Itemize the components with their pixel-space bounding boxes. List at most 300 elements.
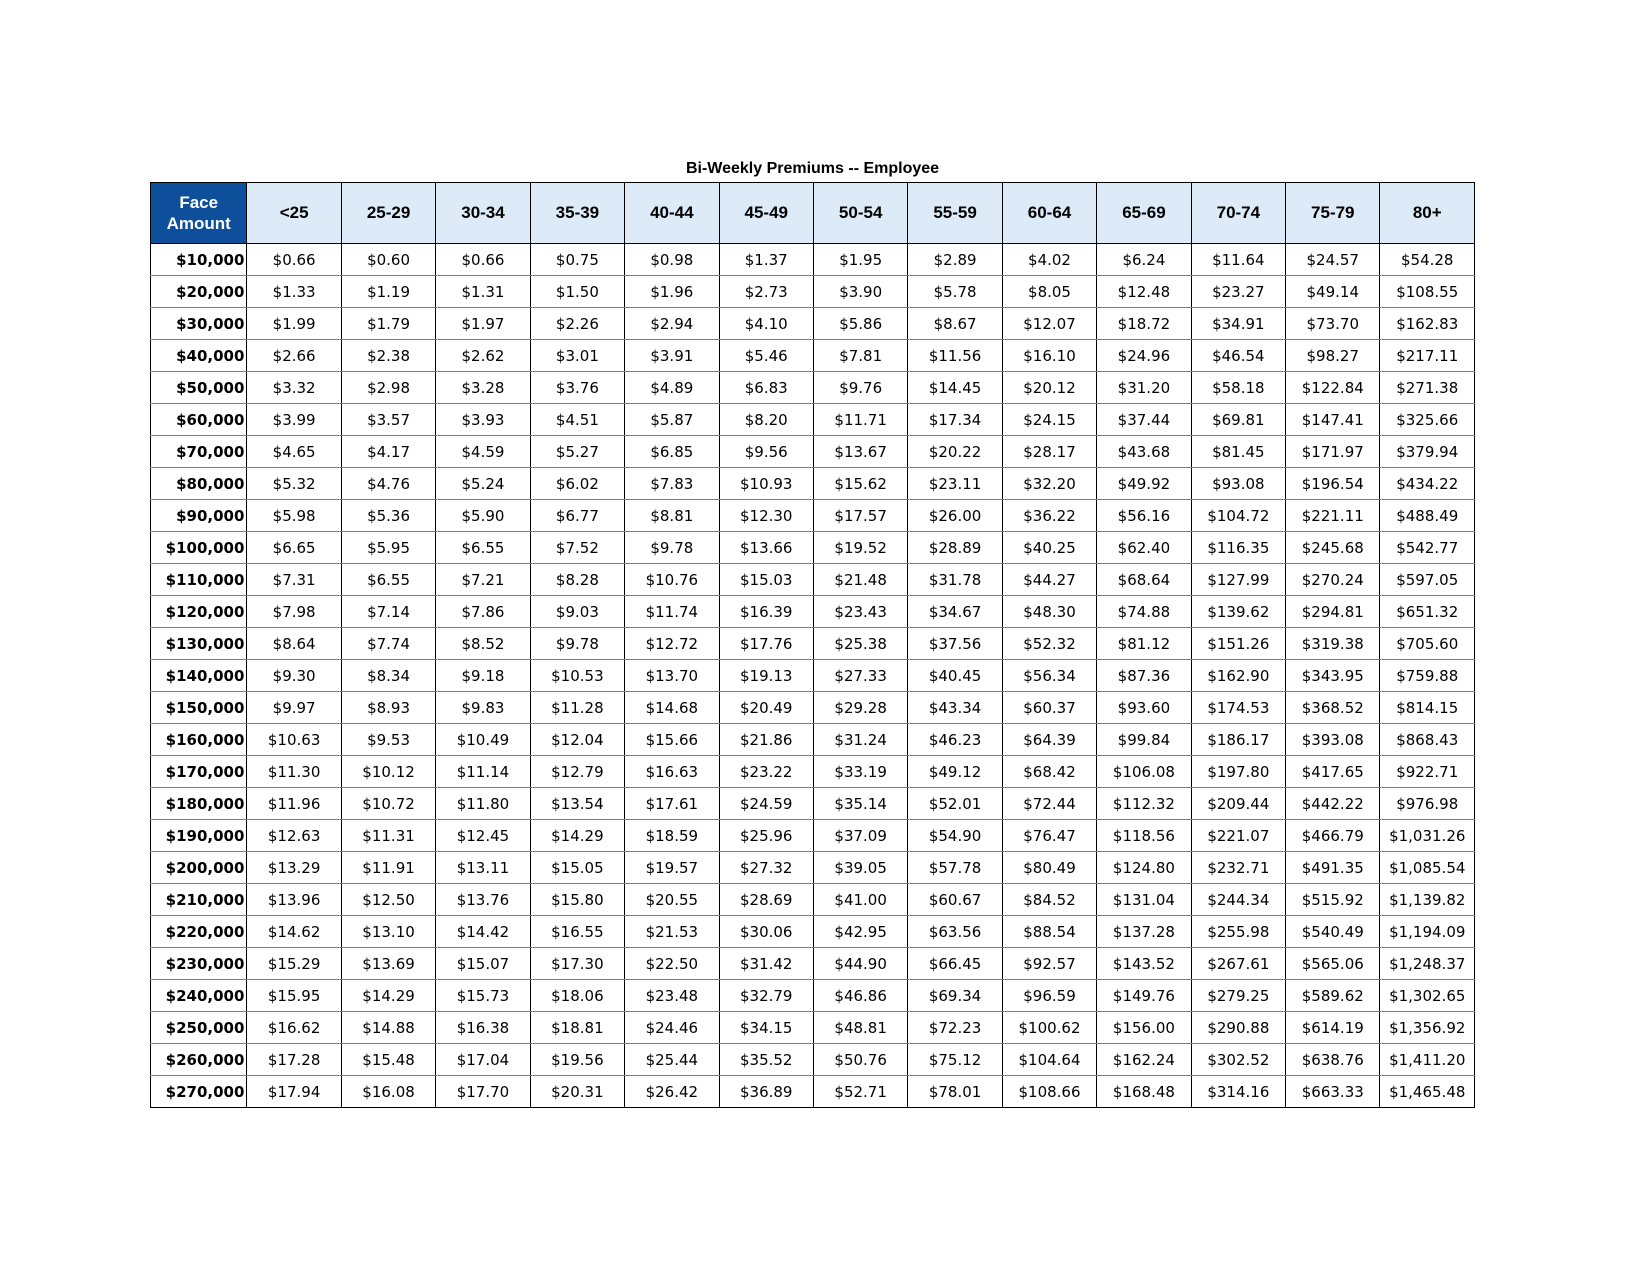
premium-cell: $26.42	[625, 1076, 719, 1108]
premium-cell: $4.10	[719, 308, 813, 340]
premium-cell: $12.04	[530, 724, 624, 756]
premium-cell: $20.22	[908, 436, 1002, 468]
premium-cell: $393.08	[1286, 724, 1380, 756]
face-amount-cell: $150,000	[151, 692, 247, 724]
premium-cell: $614.19	[1286, 1012, 1380, 1044]
table-row	[151, 916, 1475, 948]
premium-cell: $118.56	[1097, 820, 1191, 852]
premium-table	[150, 182, 1475, 1108]
premium-cell: $49.14	[1286, 276, 1380, 308]
premium-cell: $43.68	[1097, 436, 1191, 468]
premium-cell: $18.06	[530, 980, 624, 1012]
premium-cell: $16.08	[341, 1076, 435, 1108]
premium-cell: $466.79	[1286, 820, 1380, 852]
face-amount-cell: $40,000	[151, 340, 247, 372]
premium-cell: $13.11	[436, 852, 530, 884]
premium-cell: $11.91	[341, 852, 435, 884]
premium-cell: $638.76	[1286, 1044, 1380, 1076]
premium-cell: $93.08	[1191, 468, 1285, 500]
premium-cell: $36.89	[719, 1076, 813, 1108]
premium-cell: $162.24	[1097, 1044, 1191, 1076]
table-row	[151, 820, 1475, 852]
premium-cell: $15.95	[247, 980, 341, 1012]
table-row	[151, 340, 1475, 372]
premium-cell: $31.42	[719, 948, 813, 980]
table-body	[151, 244, 1475, 1108]
premium-cell: $279.25	[1191, 980, 1285, 1012]
premium-cell: $11.74	[625, 596, 719, 628]
face-amount-cell: $120,000	[151, 596, 247, 628]
premium-cell: $15.66	[625, 724, 719, 756]
premium-cell: $21.86	[719, 724, 813, 756]
face-amount-cell: $200,000	[151, 852, 247, 884]
face-amount-cell: $110,000	[151, 564, 247, 596]
header-row	[151, 183, 1475, 244]
premium-cell: $43.34	[908, 692, 1002, 724]
premium-cell: $37.56	[908, 628, 1002, 660]
premium-cell: $9.56	[719, 436, 813, 468]
premium-cell: $147.41	[1286, 404, 1380, 436]
premium-cell: $2.38	[341, 340, 435, 372]
premium-cell: $11.30	[247, 756, 341, 788]
premium-cell: $5.98	[247, 500, 341, 532]
premium-cell: $651.32	[1380, 596, 1475, 628]
premium-cell: $565.06	[1286, 948, 1380, 980]
premium-cell: $9.53	[341, 724, 435, 756]
premium-cell: $28.69	[719, 884, 813, 916]
premium-cell: $13.10	[341, 916, 435, 948]
premium-cell: $3.76	[530, 372, 624, 404]
premium-cell: $7.83	[625, 468, 719, 500]
premium-cell: $814.15	[1380, 692, 1475, 724]
premium-cell: $1.19	[341, 276, 435, 308]
premium-cell: $35.52	[719, 1044, 813, 1076]
premium-cell: $19.13	[719, 660, 813, 692]
premium-cell: $3.01	[530, 340, 624, 372]
premium-cell: $759.88	[1380, 660, 1475, 692]
premium-cell: $0.60	[341, 244, 435, 276]
premium-cell: $7.21	[436, 564, 530, 596]
premium-cell: $10.93	[719, 468, 813, 500]
age-band-header: 50-54	[813, 183, 907, 244]
premium-cell: $976.98	[1380, 788, 1475, 820]
face-amount-header	[151, 183, 247, 244]
premium-cell: $1,465.48	[1380, 1076, 1475, 1108]
premium-cell: $7.31	[247, 564, 341, 596]
premium-cell: $17.70	[436, 1076, 530, 1108]
premium-cell: $78.01	[908, 1076, 1002, 1108]
premium-cell: $11.31	[341, 820, 435, 852]
premium-cell: $81.45	[1191, 436, 1285, 468]
premium-cell: $11.64	[1191, 244, 1285, 276]
premium-cell: $57.78	[908, 852, 1002, 884]
table-row	[151, 1076, 1475, 1108]
age-band-header: 35-39	[530, 183, 624, 244]
premium-cell: $13.96	[247, 884, 341, 916]
premium-cell: $15.62	[813, 468, 907, 500]
premium-cell: $21.53	[625, 916, 719, 948]
premium-cell: $1.31	[436, 276, 530, 308]
premium-cell: $44.90	[813, 948, 907, 980]
premium-cell: $294.81	[1286, 596, 1380, 628]
premium-cell: $127.99	[1191, 564, 1285, 596]
premium-cell: $319.38	[1286, 628, 1380, 660]
premium-cell: $5.24	[436, 468, 530, 500]
premium-cell: $22.50	[625, 948, 719, 980]
premium-cell: $32.20	[1002, 468, 1096, 500]
premium-cell: $515.92	[1286, 884, 1380, 916]
premium-cell: $74.88	[1097, 596, 1191, 628]
premium-cell: $25.44	[625, 1044, 719, 1076]
table-row	[151, 852, 1475, 884]
face-amount-cell: $180,000	[151, 788, 247, 820]
premium-cell: $13.76	[436, 884, 530, 916]
premium-cell: $232.71	[1191, 852, 1285, 884]
premium-cell: $5.32	[247, 468, 341, 500]
face-amount-cell: $20,000	[151, 276, 247, 308]
premium-cell: $1,302.65	[1380, 980, 1475, 1012]
premium-cell: $37.44	[1097, 404, 1191, 436]
premium-cell: $23.48	[625, 980, 719, 1012]
face-amount-header-line: Face	[179, 193, 219, 212]
premium-cell: $4.17	[341, 436, 435, 468]
premium-cell: $139.62	[1191, 596, 1285, 628]
age-band-header: <25	[247, 183, 341, 244]
premium-cell: $3.32	[247, 372, 341, 404]
premium-cell: $1,139.82	[1380, 884, 1475, 916]
premium-cell: $76.47	[1002, 820, 1096, 852]
premium-cell: $162.83	[1380, 308, 1475, 340]
premium-cell: $1,085.54	[1380, 852, 1475, 884]
premium-cell: $14.42	[436, 916, 530, 948]
premium-cell: $9.03	[530, 596, 624, 628]
premium-cell: $1,411.20	[1380, 1044, 1475, 1076]
premium-cell: $28.89	[908, 532, 1002, 564]
premium-cell: $7.14	[341, 596, 435, 628]
premium-cell: $7.98	[247, 596, 341, 628]
premium-cell: $7.74	[341, 628, 435, 660]
table-row	[151, 244, 1475, 276]
premium-cell: $13.67	[813, 436, 907, 468]
premium-cell: $15.73	[436, 980, 530, 1012]
premium-cell: $151.26	[1191, 628, 1285, 660]
premium-cell: $12.79	[530, 756, 624, 788]
premium-cell: $10.53	[530, 660, 624, 692]
premium-cell: $69.34	[908, 980, 1002, 1012]
premium-cell: $290.88	[1191, 1012, 1285, 1044]
premium-cell: $17.34	[908, 404, 1002, 436]
premium-cell: $108.55	[1380, 276, 1475, 308]
premium-cell: $597.05	[1380, 564, 1475, 596]
premium-cell: $244.34	[1191, 884, 1285, 916]
age-band-header: 75-79	[1286, 183, 1380, 244]
premium-cell: $19.57	[625, 852, 719, 884]
premium-cell: $9.18	[436, 660, 530, 692]
premium-cell: $11.56	[908, 340, 1002, 372]
premium-cell: $8.64	[247, 628, 341, 660]
premium-cell: $15.80	[530, 884, 624, 916]
premium-cell: $49.92	[1097, 468, 1191, 500]
premium-cell: $540.49	[1286, 916, 1380, 948]
premium-cell: $54.28	[1380, 244, 1475, 276]
premium-cell: $18.72	[1097, 308, 1191, 340]
premium-cell: $21.48	[813, 564, 907, 596]
premium-cell: $50.76	[813, 1044, 907, 1076]
premium-cell: $217.11	[1380, 340, 1475, 372]
premium-cell: $379.94	[1380, 436, 1475, 468]
premium-cell: $11.71	[813, 404, 907, 436]
premium-cell: $14.62	[247, 916, 341, 948]
premium-cell: $442.22	[1286, 788, 1380, 820]
premium-cell: $3.90	[813, 276, 907, 308]
premium-cell: $27.32	[719, 852, 813, 884]
face-amount-cell: $30,000	[151, 308, 247, 340]
premium-cell: $17.61	[625, 788, 719, 820]
premium-cell: $24.15	[1002, 404, 1096, 436]
premium-cell: $100.62	[1002, 1012, 1096, 1044]
premium-cell: $156.00	[1097, 1012, 1191, 1044]
premium-cell: $56.34	[1002, 660, 1096, 692]
premium-cell: $19.52	[813, 532, 907, 564]
premium-cell: $96.59	[1002, 980, 1096, 1012]
premium-cell: $4.76	[341, 468, 435, 500]
premium-cell: $13.29	[247, 852, 341, 884]
age-band-header: 45-49	[719, 183, 813, 244]
premium-cell: $19.56	[530, 1044, 624, 1076]
premium-cell: $6.77	[530, 500, 624, 532]
premium-cell: $66.45	[908, 948, 1002, 980]
premium-cell: $20.31	[530, 1076, 624, 1108]
premium-cell: $37.09	[813, 820, 907, 852]
age-band-header: 80+	[1380, 183, 1475, 244]
premium-cell: $33.19	[813, 756, 907, 788]
table-title: Bi-Weekly Premiums -- Employee	[685, 160, 940, 177]
premium-cell: $2.98	[341, 372, 435, 404]
premium-cell: $93.60	[1097, 692, 1191, 724]
premium-cell: $267.61	[1191, 948, 1285, 980]
premium-cell: $9.76	[813, 372, 907, 404]
premium-cell: $8.34	[341, 660, 435, 692]
premium-cell: $25.96	[719, 820, 813, 852]
premium-cell: $131.04	[1097, 884, 1191, 916]
premium-cell: $5.86	[813, 308, 907, 340]
premium-cell: $39.05	[813, 852, 907, 884]
premium-cell: $75.12	[908, 1044, 1002, 1076]
premium-cell: $209.44	[1191, 788, 1285, 820]
premium-cell: $2.89	[908, 244, 1002, 276]
premium-cell: $11.14	[436, 756, 530, 788]
premium-cell: $1.96	[625, 276, 719, 308]
premium-cell: $7.86	[436, 596, 530, 628]
premium-cell: $84.52	[1002, 884, 1096, 916]
premium-cell: $40.25	[1002, 532, 1096, 564]
table-row	[151, 436, 1475, 468]
premium-cell: $87.36	[1097, 660, 1191, 692]
premium-cell: $6.55	[341, 564, 435, 596]
premium-cell: $221.07	[1191, 820, 1285, 852]
premium-cell: $1.95	[813, 244, 907, 276]
premium-cell: $52.01	[908, 788, 1002, 820]
table-row	[151, 628, 1475, 660]
premium-cell: $56.16	[1097, 500, 1191, 532]
premium-cell: $17.76	[719, 628, 813, 660]
premium-cell: $29.28	[813, 692, 907, 724]
premium-cell: $2.73	[719, 276, 813, 308]
premium-cell: $24.57	[1286, 244, 1380, 276]
premium-cell: $24.96	[1097, 340, 1191, 372]
premium-sheet	[150, 155, 1475, 1108]
premium-cell: $64.39	[1002, 724, 1096, 756]
premium-cell: $1,248.37	[1380, 948, 1475, 980]
premium-cell: $12.50	[341, 884, 435, 916]
face-amount-cell: $80,000	[151, 468, 247, 500]
premium-cell: $12.45	[436, 820, 530, 852]
premium-cell: $417.65	[1286, 756, 1380, 788]
premium-cell: $3.28	[436, 372, 530, 404]
premium-cell: $137.28	[1097, 916, 1191, 948]
premium-cell: $72.23	[908, 1012, 1002, 1044]
table-row	[151, 724, 1475, 756]
premium-cell: $58.18	[1191, 372, 1285, 404]
premium-cell: $4.65	[247, 436, 341, 468]
premium-cell: $25.38	[813, 628, 907, 660]
table-row	[151, 1044, 1475, 1076]
premium-cell: $368.52	[1286, 692, 1380, 724]
premium-cell: $255.98	[1191, 916, 1285, 948]
premium-cell: $34.15	[719, 1012, 813, 1044]
premium-cell: $2.94	[625, 308, 719, 340]
premium-cell: $8.67	[908, 308, 1002, 340]
premium-cell: $5.46	[719, 340, 813, 372]
premium-cell: $104.72	[1191, 500, 1285, 532]
face-amount-cell: $240,000	[151, 980, 247, 1012]
face-amount-cell: $190,000	[151, 820, 247, 852]
premium-cell: $8.28	[530, 564, 624, 596]
face-amount-cell: $260,000	[151, 1044, 247, 1076]
premium-cell: $63.56	[908, 916, 1002, 948]
premium-cell: $17.94	[247, 1076, 341, 1108]
age-band-header: 70-74	[1191, 183, 1285, 244]
table-row	[151, 468, 1475, 500]
premium-cell: $62.40	[1097, 532, 1191, 564]
face-amount-cell: $140,000	[151, 660, 247, 692]
premium-cell: $1,031.26	[1380, 820, 1475, 852]
premium-cell: $12.48	[1097, 276, 1191, 308]
table-row	[151, 596, 1475, 628]
premium-cell: $72.44	[1002, 788, 1096, 820]
premium-cell: $6.83	[719, 372, 813, 404]
premium-cell: $9.97	[247, 692, 341, 724]
premium-cell: $13.66	[719, 532, 813, 564]
premium-cell: $488.49	[1380, 500, 1475, 532]
premium-cell: $122.84	[1286, 372, 1380, 404]
premium-cell: $60.67	[908, 884, 1002, 916]
premium-cell: $60.37	[1002, 692, 1096, 724]
premium-cell: $92.57	[1002, 948, 1096, 980]
premium-cell: $0.98	[625, 244, 719, 276]
table-row	[151, 500, 1475, 532]
premium-cell: $48.30	[1002, 596, 1096, 628]
premium-cell: $8.93	[341, 692, 435, 724]
premium-cell: $16.63	[625, 756, 719, 788]
premium-cell: $15.03	[719, 564, 813, 596]
face-amount-cell: $60,000	[151, 404, 247, 436]
premium-cell: $6.24	[1097, 244, 1191, 276]
premium-cell: $0.75	[530, 244, 624, 276]
premium-cell: $0.66	[436, 244, 530, 276]
premium-cell: $149.76	[1097, 980, 1191, 1012]
age-band-header: 65-69	[1097, 183, 1191, 244]
age-band-header: 25-29	[341, 183, 435, 244]
premium-cell: $3.99	[247, 404, 341, 436]
premium-cell: $12.63	[247, 820, 341, 852]
premium-cell: $15.29	[247, 948, 341, 980]
premium-cell: $2.26	[530, 308, 624, 340]
premium-cell: $2.66	[247, 340, 341, 372]
premium-cell: $23.43	[813, 596, 907, 628]
premium-cell: $10.63	[247, 724, 341, 756]
face-amount-cell: $210,000	[151, 884, 247, 916]
premium-cell: $48.81	[813, 1012, 907, 1044]
premium-cell: $1.99	[247, 308, 341, 340]
premium-cell: $52.32	[1002, 628, 1096, 660]
premium-cell: $18.59	[625, 820, 719, 852]
premium-cell: $1.50	[530, 276, 624, 308]
premium-cell: $922.71	[1380, 756, 1475, 788]
premium-cell: $12.07	[1002, 308, 1096, 340]
premium-cell: $705.60	[1380, 628, 1475, 660]
premium-cell: $542.77	[1380, 532, 1475, 564]
premium-cell: $168.48	[1097, 1076, 1191, 1108]
face-amount-cell: $130,000	[151, 628, 247, 660]
premium-cell: $663.33	[1286, 1076, 1380, 1108]
premium-cell: $98.27	[1286, 340, 1380, 372]
premium-cell: $34.67	[908, 596, 1002, 628]
premium-cell: $23.11	[908, 468, 1002, 500]
premium-cell: $54.90	[908, 820, 1002, 852]
premium-cell: $124.80	[1097, 852, 1191, 884]
face-amount-header-line: Amount	[166, 214, 231, 233]
premium-cell: $18.81	[530, 1012, 624, 1044]
premium-cell: $68.64	[1097, 564, 1191, 596]
premium-cell: $41.00	[813, 884, 907, 916]
premium-cell: $10.76	[625, 564, 719, 596]
face-amount-cell: $220,000	[151, 916, 247, 948]
premium-cell: $1.79	[341, 308, 435, 340]
premium-cell: $16.10	[1002, 340, 1096, 372]
premium-cell: $9.30	[247, 660, 341, 692]
table-row	[151, 404, 1475, 436]
premium-cell: $104.64	[1002, 1044, 1096, 1076]
premium-cell: $6.85	[625, 436, 719, 468]
premium-cell: $10.49	[436, 724, 530, 756]
premium-cell: $271.38	[1380, 372, 1475, 404]
premium-cell: $14.68	[625, 692, 719, 724]
premium-cell: $343.95	[1286, 660, 1380, 692]
face-amount-cell: $90,000	[151, 500, 247, 532]
premium-cell: $13.69	[341, 948, 435, 980]
premium-cell: $16.62	[247, 1012, 341, 1044]
premium-cell: $589.62	[1286, 980, 1380, 1012]
premium-cell: $32.79	[719, 980, 813, 1012]
table-row	[151, 884, 1475, 916]
premium-cell: $108.66	[1002, 1076, 1096, 1108]
face-amount-cell: $70,000	[151, 436, 247, 468]
premium-cell: $80.49	[1002, 852, 1096, 884]
premium-cell: $3.57	[341, 404, 435, 436]
table-row	[151, 308, 1475, 340]
premium-cell: $112.32	[1097, 788, 1191, 820]
